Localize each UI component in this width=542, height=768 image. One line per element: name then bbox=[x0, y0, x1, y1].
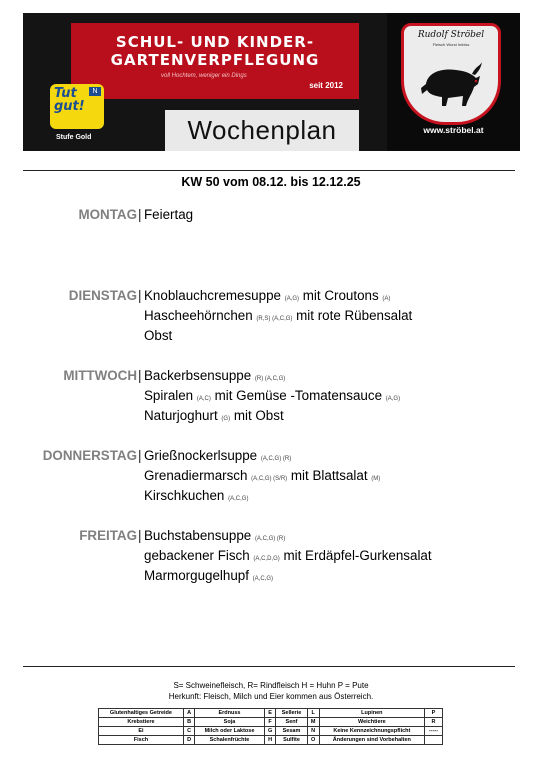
allergen-codes: (A,C,G) (R) bbox=[260, 456, 292, 462]
dish-item bbox=[144, 286, 524, 306]
allergen-name: Krebstiere bbox=[99, 718, 184, 727]
logo-subtitle: Fleisch Wurst Imbiss bbox=[432, 42, 470, 47]
day-label: MITTWOCH bbox=[63, 368, 137, 383]
school-title-line1: SCHUL- UND KINDER- bbox=[115, 33, 315, 51]
badge-level: Stufe Gold bbox=[56, 134, 92, 141]
allergen-name: Senf bbox=[276, 718, 307, 727]
top-divider bbox=[23, 170, 515, 171]
dish-text: Buchstabensuppe bbox=[144, 528, 255, 543]
allergen-code: F bbox=[264, 718, 276, 727]
dish-item bbox=[144, 466, 524, 486]
allergen-name: Sesam bbox=[276, 727, 307, 736]
dish-text: Grießnockerlsuppe bbox=[144, 448, 261, 463]
dish-text: Spiralen bbox=[144, 388, 197, 403]
allergen-code: C bbox=[183, 727, 194, 736]
allergen-name: Glutenhaltiges Getreide bbox=[99, 709, 184, 718]
dish-text: Backerbsensuppe bbox=[144, 368, 255, 383]
allergen-name: Schalenfrüchte bbox=[195, 736, 264, 745]
allergen-code bbox=[425, 736, 443, 745]
dish-text: Kirschkuchen bbox=[144, 488, 229, 503]
allergen-table bbox=[98, 708, 443, 745]
dish-item bbox=[144, 205, 524, 225]
logo-shield-icon bbox=[401, 23, 501, 125]
tut-gut-badge bbox=[50, 84, 104, 129]
bull-icon bbox=[418, 54, 484, 110]
day-separator: | bbox=[138, 528, 142, 543]
allergen-code: O bbox=[307, 736, 319, 745]
day-separator: | bbox=[138, 207, 142, 222]
dish-text: Feiertag bbox=[144, 207, 194, 222]
allergen-name: Sulfite bbox=[276, 736, 307, 745]
dish-item bbox=[144, 386, 524, 406]
allergen-code: G bbox=[264, 727, 276, 736]
dish-text: Naturjoghurt bbox=[144, 408, 222, 423]
allergen-code: L bbox=[307, 709, 319, 718]
header-banner bbox=[23, 13, 520, 151]
allergen-name: Weichtiere bbox=[319, 718, 424, 727]
allergen-codes: (A,C) bbox=[196, 396, 211, 402]
dish-text: mit rote Rübensalat bbox=[292, 308, 413, 323]
logo-name: Rudolf Ströbel bbox=[417, 30, 485, 40]
allergen-codes: (A,C,G) (R) bbox=[254, 536, 286, 542]
school-tagline: voll Hochtem, weniger ein Dings bbox=[161, 73, 247, 79]
dish-text: mit Blattsalat bbox=[287, 468, 372, 483]
allergen-codes: (A,C,D,G) bbox=[253, 556, 280, 562]
allergen-code: D bbox=[183, 736, 194, 745]
dish-text: Obst bbox=[144, 328, 173, 343]
day-label: MONTAG bbox=[78, 207, 137, 222]
dish-item bbox=[144, 566, 524, 586]
dish-item bbox=[144, 486, 524, 506]
allergen-codes: (A,C,G) (S/R) bbox=[251, 476, 288, 482]
allergen-codes: (G) bbox=[221, 416, 231, 422]
allergen-code: R bbox=[425, 718, 443, 727]
day-label: FREITAG bbox=[79, 528, 137, 543]
allergen-code: E bbox=[264, 709, 276, 718]
dish-text: mit Erdäpfel-Gurkensalat bbox=[279, 548, 432, 563]
allergen-codes: (A) bbox=[382, 296, 391, 302]
dish-list bbox=[144, 366, 524, 426]
dish-item bbox=[144, 306, 524, 326]
allergen-codes: (A,G) bbox=[385, 396, 401, 402]
school-catering-panel bbox=[71, 23, 359, 99]
dish-list bbox=[144, 286, 524, 346]
allergen-name: Fisch bbox=[99, 736, 184, 745]
dish-item bbox=[144, 546, 524, 566]
since-label: seit 2012 bbox=[309, 81, 343, 90]
dish-list bbox=[144, 526, 524, 586]
allergen-code: A bbox=[183, 709, 194, 718]
allergen-row bbox=[99, 718, 443, 727]
plan-title: Wochenplan bbox=[187, 115, 337, 145]
allergen-row bbox=[99, 727, 443, 736]
allergen-codes: (A,C,G) bbox=[228, 496, 249, 502]
dish-item bbox=[144, 446, 524, 466]
allergen-codes: (R,S) (A,C,G) bbox=[256, 316, 293, 322]
dish-text: mit Gemüse -Tomatensauce bbox=[210, 388, 386, 403]
day-separator: | bbox=[138, 288, 142, 303]
website-link[interactable]: www.ströbel.at bbox=[423, 125, 484, 135]
allergen-code: B bbox=[183, 718, 194, 727]
allergen-name: Milch oder Laktose bbox=[195, 727, 264, 736]
week-range: KW 50 vom 08.12. bis 12.12.25 bbox=[181, 175, 361, 189]
allergen-name: Änderungen sind Vorbehalten bbox=[319, 736, 424, 745]
stroebel-logo bbox=[387, 13, 520, 151]
dish-text: Knoblauchcremesuppe bbox=[144, 288, 285, 303]
allergen-codes: (R) (A,C,G) bbox=[254, 376, 286, 382]
allergen-codes: (M) bbox=[371, 476, 381, 482]
day-label: DONNERSTAG bbox=[42, 448, 137, 463]
allergen-name: Keine Kennzeichnungspflicht bbox=[319, 727, 424, 736]
day-separator: | bbox=[138, 368, 142, 383]
allergen-row bbox=[99, 736, 443, 745]
plan-title-box bbox=[165, 110, 359, 151]
day-label: DIENSTAG bbox=[68, 288, 137, 303]
allergen-name: Sellerie bbox=[276, 709, 307, 718]
badge-flag-icon: N bbox=[89, 87, 101, 96]
allergen-code: P bbox=[425, 709, 443, 718]
school-title-line2: GARTENVERPFLEGUNG bbox=[110, 51, 320, 69]
allergen-code: H bbox=[264, 736, 276, 745]
meat-legend: S= Schweinefleisch, R= Rindfleisch H = Huhn P = Pute bbox=[173, 681, 369, 690]
dish-text: Grenadiermarsch bbox=[144, 468, 252, 483]
dish-item bbox=[144, 526, 524, 546]
allergen-name: Lupinen bbox=[319, 709, 424, 718]
origin-note: Herkunft: Fleisch, Milch und Eier kommen aus Österreich. bbox=[168, 692, 374, 701]
dish-text: gebackener Fisch bbox=[144, 548, 254, 563]
dish-list bbox=[144, 446, 524, 506]
badge-text: Tut gut! bbox=[54, 86, 85, 114]
dish-item bbox=[144, 366, 524, 386]
allergen-code: N bbox=[307, 727, 319, 736]
allergen-code: M bbox=[307, 718, 319, 727]
allergen-name: Ei bbox=[99, 727, 184, 736]
dish-item bbox=[144, 326, 524, 346]
dish-text: mit Obst bbox=[230, 408, 284, 423]
allergen-name: Soja bbox=[195, 718, 264, 727]
dish-item bbox=[144, 406, 524, 426]
allergen-codes: (A,G) bbox=[284, 296, 300, 302]
dish-text: Hascheehörnchen bbox=[144, 308, 257, 323]
allergen-code: ----- bbox=[425, 727, 443, 736]
allergen-row bbox=[99, 709, 443, 718]
dish-text: mit Croutons bbox=[299, 288, 383, 303]
day-separator: | bbox=[138, 448, 142, 463]
allergen-codes: (A,C,G) bbox=[252, 576, 274, 582]
allergen-name: Erdnuss bbox=[195, 709, 264, 718]
bottom-divider bbox=[23, 666, 515, 667]
dish-text: Marmorgugelhupf bbox=[144, 568, 253, 583]
dish-list bbox=[144, 205, 524, 225]
